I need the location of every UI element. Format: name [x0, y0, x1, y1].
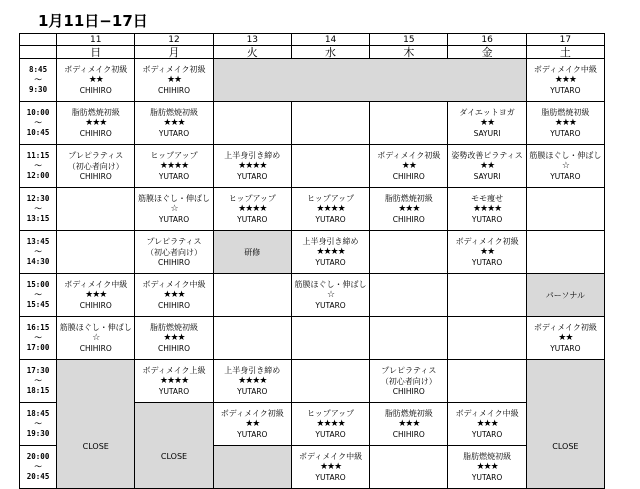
weekday-sat: 土	[526, 46, 604, 59]
instructor-name: YUTARO	[471, 430, 503, 439]
weekday-fri: 金	[448, 46, 526, 59]
instructor-name: CHIHIRO	[79, 86, 112, 95]
class-name: プレピラティス	[68, 151, 124, 160]
class-subtitle: （初心者向け）	[380, 377, 437, 386]
class-cell	[526, 317, 604, 360]
class-name: 筋膜ほぐし・伸ばし	[59, 323, 132, 332]
instructor-name: YUTARO	[158, 387, 190, 396]
empty-cell	[526, 188, 604, 231]
date-sat: 17	[526, 34, 604, 46]
class-name: 脂肪燃焼初級	[463, 452, 512, 461]
personal-block	[526, 274, 604, 317]
instructor-name: YUTARO	[237, 387, 268, 396]
empty-cell	[57, 188, 135, 231]
time-slot: 17:30 ～ 18:15	[20, 360, 57, 403]
empty-cell	[370, 317, 448, 360]
empty-cell	[370, 446, 448, 489]
date-tue: 13	[213, 34, 291, 46]
difficulty-stars: ★★★★	[238, 161, 267, 171]
slot-row	[20, 188, 605, 231]
instructor-name: YUTARO	[237, 172, 268, 181]
class-cell	[135, 360, 213, 403]
class-cell	[135, 59, 213, 102]
class-cell	[291, 403, 369, 446]
instructor-name: YUTARO	[315, 215, 346, 224]
personal-label: パーソナル	[545, 290, 585, 300]
closed-label: CLOSE	[160, 452, 188, 461]
class-name: 上半身引き締め	[302, 237, 359, 246]
class-name: 脂肪燃焼初級	[541, 108, 590, 117]
empty-cell	[370, 274, 448, 317]
class-cell	[370, 403, 448, 446]
class-name: プレピラティス	[381, 366, 437, 375]
closed-block-sun	[57, 360, 135, 489]
empty-cell	[448, 274, 526, 317]
instructor-name: YUTARO	[158, 215, 190, 224]
class-cell	[213, 360, 291, 403]
empty-cell	[291, 145, 369, 188]
date-header-row	[20, 34, 605, 46]
difficulty-stars: ★★	[480, 161, 495, 171]
instructor-name: YUTARO	[158, 129, 190, 138]
closed-block-sat	[526, 360, 604, 489]
time-slot: 8:45 ～ 9:30	[20, 59, 57, 102]
weekday-thu: 木	[370, 46, 448, 59]
difficulty-stars: ★★	[88, 75, 103, 85]
class-subtitle: （初心者向け）	[67, 162, 124, 171]
class-name: ヒップアップ	[228, 194, 276, 203]
class-name: 上半身引き締め	[224, 151, 281, 160]
difficulty-stars: ★★★★	[316, 419, 345, 429]
slot-row	[20, 317, 605, 360]
class-cell	[448, 145, 526, 188]
class-name: ボディメイク初級	[377, 151, 441, 160]
class-cell	[291, 231, 369, 274]
class-name: ボディメイク初級	[220, 409, 284, 418]
difficulty-stars: ★★★	[163, 290, 185, 300]
class-cell	[57, 102, 135, 145]
class-subtitle: （初心者向け）	[146, 248, 203, 257]
class-cell	[448, 102, 526, 145]
training-block	[213, 231, 291, 274]
difficulty-stars: ☆	[561, 161, 569, 171]
slot-row	[20, 274, 605, 317]
class-cell	[135, 274, 213, 317]
class-name: ヒップアップ	[306, 409, 355, 418]
difficulty-stars: ☆	[92, 333, 100, 343]
unavailable-block	[213, 446, 291, 489]
empty-cell	[57, 231, 135, 274]
class-cell	[213, 188, 291, 231]
date-fri: 16	[448, 34, 526, 46]
difficulty-stars: ★★★★	[316, 204, 345, 214]
instructor-name: CHIHIRO	[79, 301, 112, 310]
class-cell	[526, 102, 604, 145]
weekday-header-row	[20, 46, 605, 59]
weekday-tue: 火	[213, 46, 291, 59]
empty-cell	[291, 317, 369, 360]
slot-row	[20, 59, 605, 102]
unavailable-block	[213, 59, 526, 102]
weekday-wed: 水	[291, 46, 369, 59]
instructor-name: YUTARO	[550, 86, 581, 95]
time-slot: 11:15 ～ 12:00	[20, 145, 57, 188]
class-name: 脂肪燃焼初級	[150, 323, 199, 332]
slot-row	[20, 231, 605, 274]
instructor-name: CHIHIRO	[157, 86, 191, 95]
closed-block-mon	[135, 403, 213, 489]
class-name: 筋膜ほぐし・伸ばし	[529, 151, 602, 160]
class-cell	[213, 403, 291, 446]
time-slot: 10:00 ～ 10:45	[20, 102, 57, 145]
instructor-name: YUTARO	[550, 129, 581, 138]
class-cell	[291, 446, 369, 489]
class-name: モモ痩せ	[471, 194, 504, 203]
time-slot: 15:00 ～ 15:45	[20, 274, 57, 317]
difficulty-stars: ★★	[401, 161, 416, 171]
date-thu: 15	[370, 34, 448, 46]
instructor-name: YUTARO	[315, 473, 346, 482]
slot-row	[20, 102, 605, 145]
time-slot: 16:15 ～ 17:00	[20, 317, 57, 360]
closed-label: CLOSE	[552, 441, 579, 451]
instructor-name: SAYURI	[473, 129, 501, 138]
difficulty-stars: ☆	[327, 290, 335, 300]
time-slot: 18:45 ～ 19:30	[20, 403, 57, 446]
difficulty-stars: ★★★	[163, 333, 185, 343]
instructor-name: YUTARO	[550, 172, 581, 181]
difficulty-stars: ★★★	[398, 419, 420, 429]
class-cell	[213, 145, 291, 188]
difficulty-stars: ★★★	[554, 75, 576, 85]
class-cell	[291, 188, 369, 231]
instructor-name: CHIHIRO	[79, 129, 112, 138]
class-name: 筋膜ほぐし・伸ばし	[138, 194, 211, 203]
empty-cell	[213, 102, 291, 145]
class-cell	[448, 446, 526, 489]
instructor-name: CHIHIRO	[79, 344, 112, 353]
date-mon: 12	[135, 34, 213, 46]
difficulty-stars: ★★★★	[238, 376, 267, 386]
instructor-name: CHIHIRO	[392, 215, 425, 224]
difficulty-stars: ★★★	[476, 419, 498, 429]
class-cell	[57, 145, 135, 188]
slot-row	[20, 360, 605, 403]
class-name: 脂肪燃焼初級	[384, 194, 433, 203]
class-name: 姿勢改善ピラティス	[451, 151, 523, 160]
difficulty-stars: ★★★★	[159, 376, 189, 386]
class-cell	[526, 59, 604, 102]
instructor-name: YUTARO	[237, 215, 268, 224]
empty-cell	[213, 317, 291, 360]
difficulty-stars: ★★★	[554, 118, 576, 128]
time-slot: 20:00 ～ 20:45	[20, 446, 57, 489]
empty-cell	[213, 274, 291, 317]
difficulty-stars: ★★★	[476, 462, 498, 472]
instructor-name: CHIHIRO	[392, 430, 425, 439]
weekday-mon: 月	[135, 46, 213, 59]
class-cell	[448, 403, 526, 446]
difficulty-stars: ★★	[480, 247, 495, 257]
class-cell	[57, 317, 135, 360]
difficulty-stars: ★★★★	[316, 247, 345, 257]
class-cell	[135, 188, 213, 231]
class-cell	[57, 59, 135, 102]
instructor-name: YUTARO	[471, 258, 503, 267]
instructor-name: YUTARO	[315, 430, 346, 439]
instructor-name: CHIHIRO	[157, 301, 191, 310]
class-name: ヒップアップ	[306, 194, 355, 203]
difficulty-stars: ★★	[245, 419, 260, 429]
date-sun: 11	[57, 34, 135, 46]
class-cell	[135, 317, 213, 360]
class-name: ヒップアップ	[150, 151, 198, 160]
class-cell	[526, 145, 604, 188]
instructor-name: CHIHIRO	[392, 387, 425, 396]
instructor-name: YUTARO	[158, 172, 190, 181]
time-slot: 12:30 ～ 13:15	[20, 188, 57, 231]
class-name: ボディメイク中級	[299, 452, 363, 461]
class-name: プレピラティス	[146, 237, 202, 246]
empty-cell	[526, 231, 604, 274]
difficulty-stars: ★★★	[319, 462, 342, 472]
closed-label: CLOSE	[82, 441, 109, 451]
class-cell	[135, 145, 213, 188]
slot-row	[20, 145, 605, 188]
instructor-name: CHIHIRO	[392, 172, 425, 181]
difficulty-stars: ★★★★	[238, 204, 267, 214]
difficulty-stars: ☆	[170, 204, 178, 214]
class-name: ボディメイク中級	[455, 409, 519, 418]
difficulty-stars: ★★★	[398, 204, 420, 214]
class-name: ボディメイク初級	[64, 65, 128, 74]
class-name: ボディメイク初級	[142, 65, 206, 74]
difficulty-stars: ★★★★	[472, 204, 502, 214]
class-name: 脂肪燃焼初級	[384, 409, 433, 418]
empty-cell	[291, 102, 369, 145]
class-cell	[370, 188, 448, 231]
instructor-name: CHIHIRO	[79, 172, 112, 181]
class-name: ボディメイク初級	[455, 237, 519, 246]
difficulty-stars: ★★	[166, 75, 182, 85]
difficulty-stars: ★★★	[85, 118, 107, 128]
class-name: ボディメイク中級	[142, 280, 206, 289]
class-name: 脂肪燃焼初級	[150, 108, 199, 117]
class-cell	[291, 274, 369, 317]
class-name: ボディメイク中級	[533, 65, 597, 74]
instructor-name: YUTARO	[471, 473, 503, 482]
instructor-name: CHIHIRO	[157, 258, 191, 267]
corner-cell	[20, 46, 57, 59]
difficulty-stars: ★★★	[85, 290, 107, 300]
empty-cell	[448, 360, 526, 403]
class-cell	[448, 231, 526, 274]
instructor-name: YUTARO	[315, 301, 346, 310]
difficulty-stars: ★★	[480, 118, 495, 128]
difficulty-stars: ★★	[558, 333, 573, 343]
training-label: 研修	[244, 247, 261, 257]
empty-cell	[370, 102, 448, 145]
instructor-name: CHIHIRO	[157, 344, 191, 353]
time-slot: 13:45 ～ 14:30	[20, 231, 57, 274]
class-name: 脂肪燃焼初級	[71, 108, 120, 117]
instructor-name: YUTARO	[550, 344, 581, 353]
class-cell	[370, 360, 448, 403]
difficulty-stars: ★★★★	[159, 161, 189, 171]
class-name: 上半身引き締め	[224, 366, 281, 375]
empty-cell	[291, 360, 369, 403]
instructor-name: YUTARO	[237, 430, 268, 439]
class-cell	[135, 231, 213, 274]
weekday-sun: 日	[57, 46, 135, 59]
class-name: ダイエットヨガ	[459, 108, 515, 117]
class-name: ボディメイク上級	[142, 366, 206, 375]
instructor-name: YUTARO	[315, 258, 346, 267]
class-cell	[448, 188, 526, 231]
class-name: ボディメイク中級	[64, 280, 128, 289]
corner-cell	[20, 34, 57, 46]
class-cell	[57, 274, 135, 317]
instructor-name: SAYURI	[473, 172, 501, 181]
class-cell	[135, 102, 213, 145]
schedule-table	[19, 33, 605, 489]
difficulty-stars: ★★★	[163, 118, 185, 128]
empty-cell	[370, 231, 448, 274]
class-name: ボディメイク初級	[533, 323, 597, 332]
schedule-title: 1月11日−17日	[38, 12, 148, 30]
class-name: 筋膜ほぐし・伸ばし	[294, 280, 367, 289]
date-wed: 14	[291, 34, 369, 46]
class-cell	[370, 145, 448, 188]
instructor-name: YUTARO	[471, 215, 503, 224]
empty-cell	[448, 317, 526, 360]
